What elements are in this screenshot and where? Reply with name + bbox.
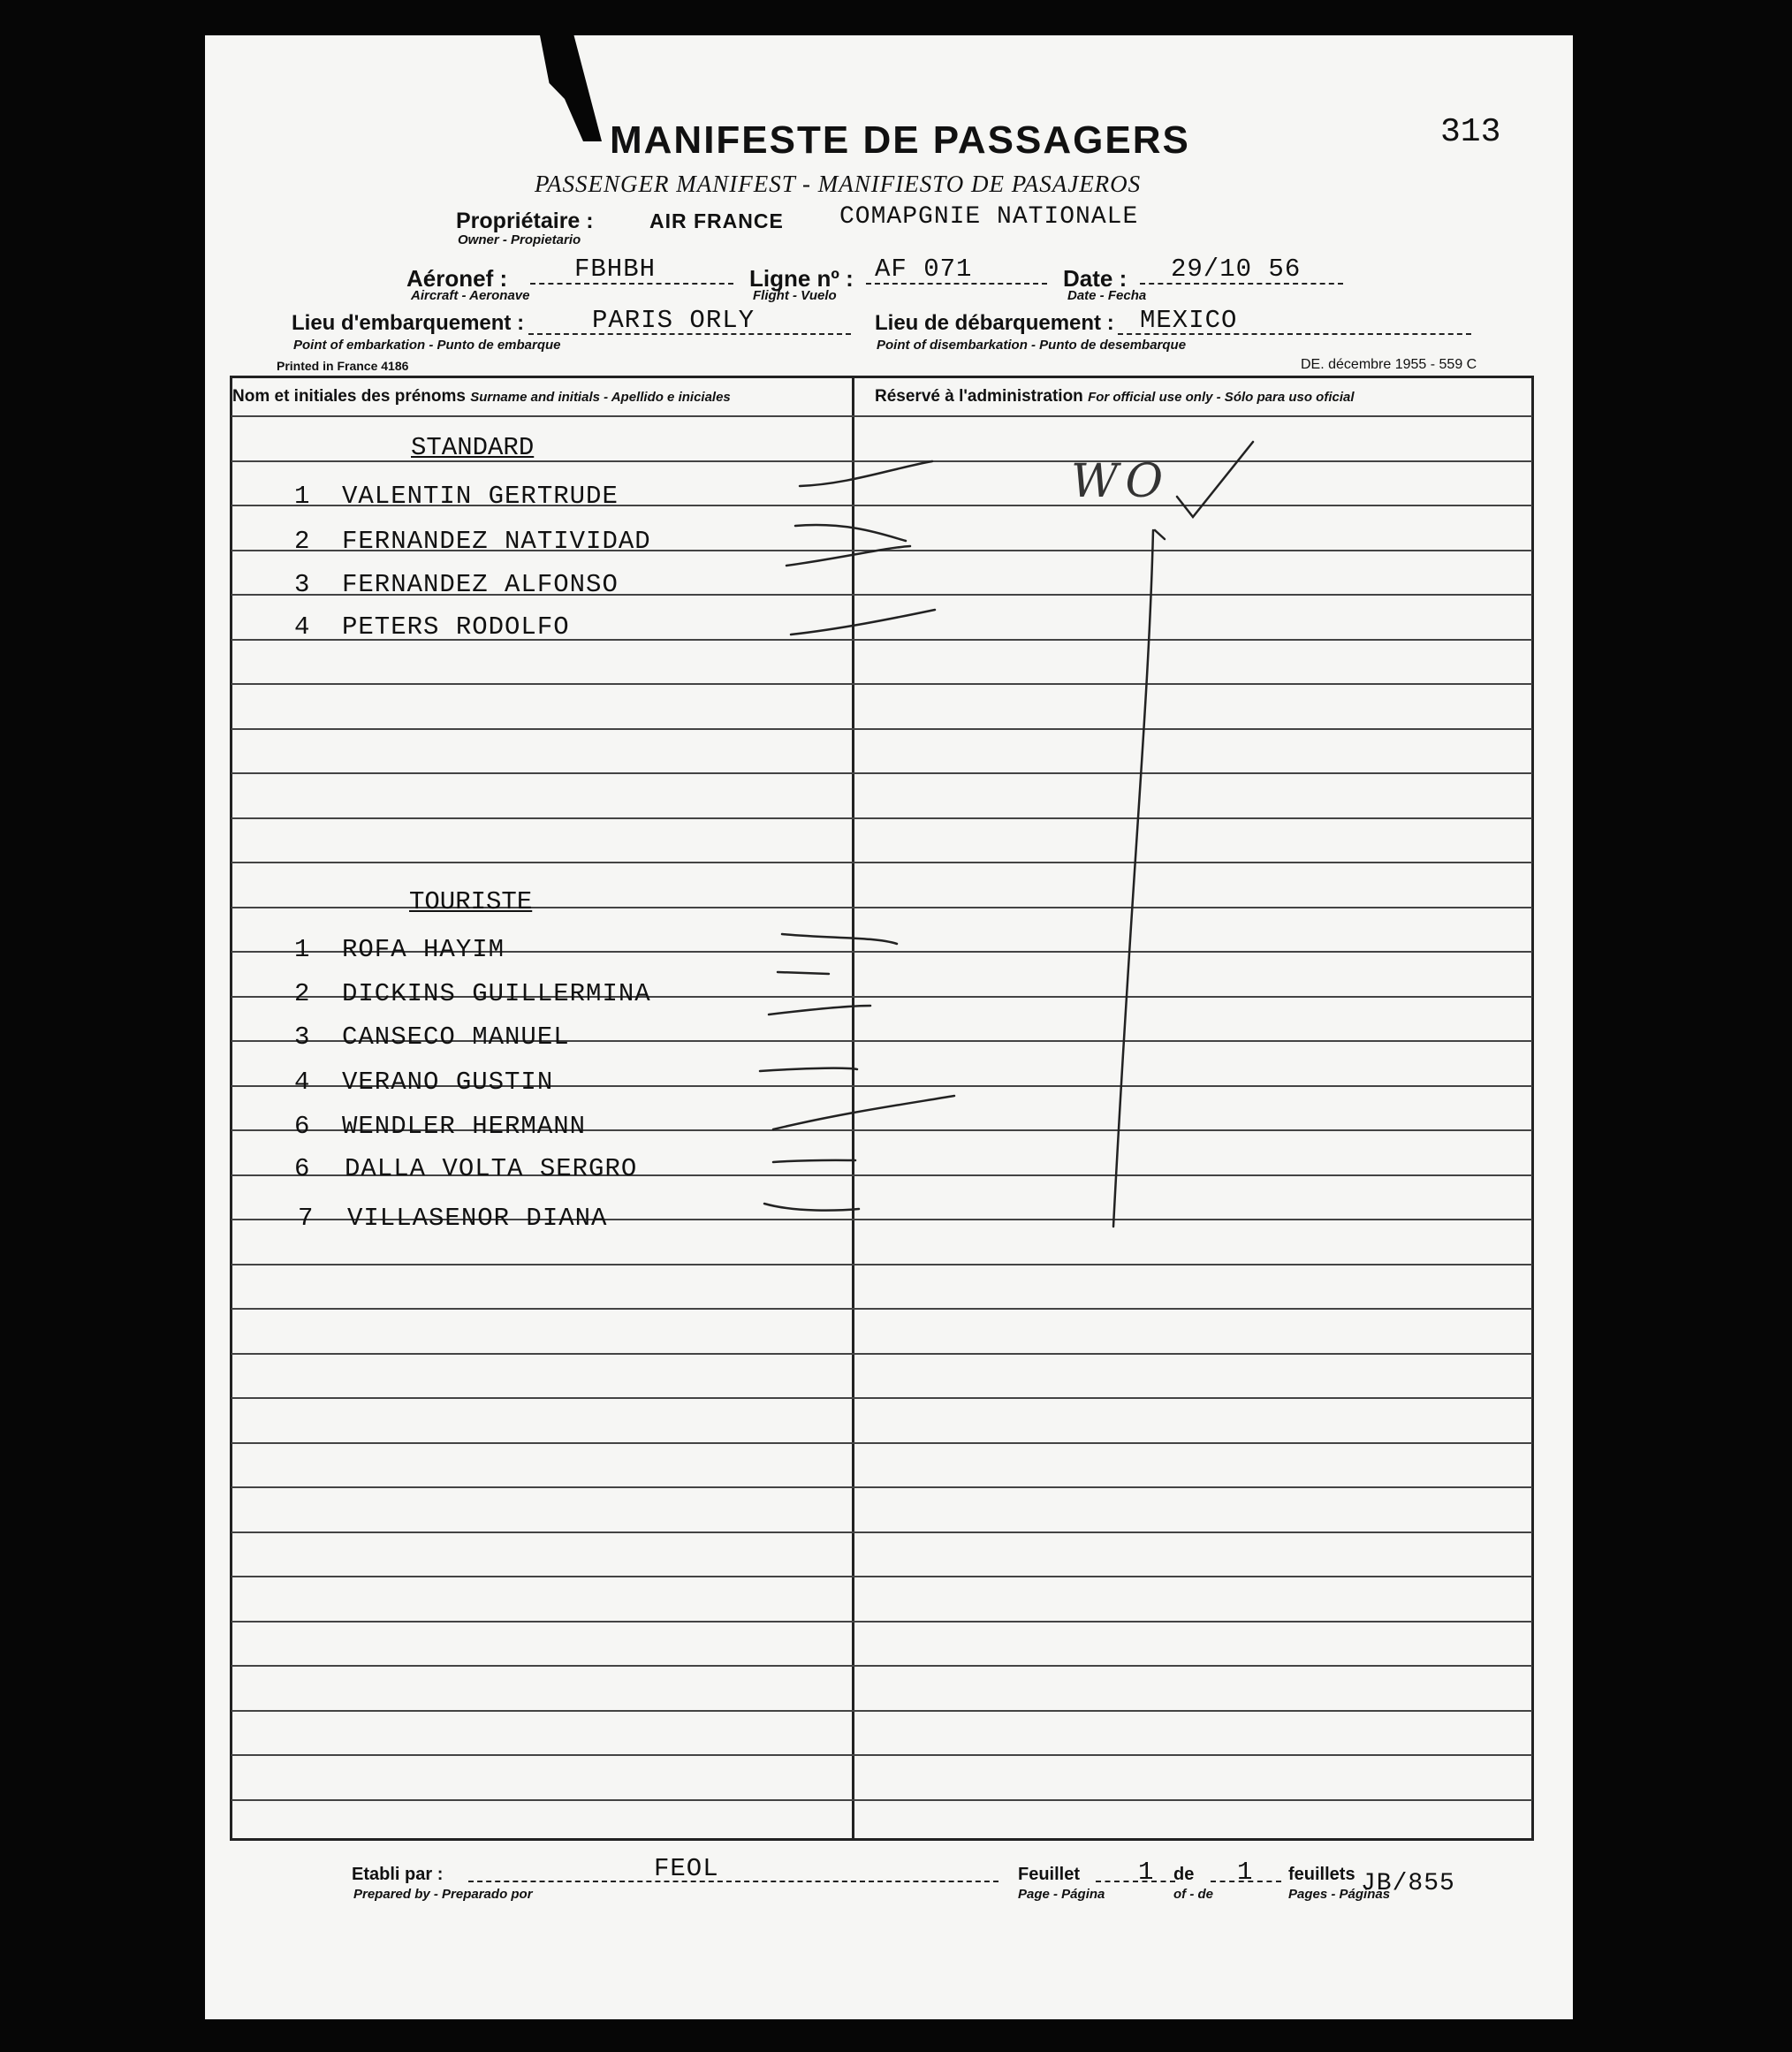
aircraft-label: Aéronef : bbox=[406, 265, 508, 292]
embark-sub: Point of embarkation - Punto de embarque bbox=[293, 338, 561, 353]
standard-name-3: FERNANDEZ ALFONSO bbox=[342, 570, 619, 599]
sheets-sub: Pages - Páginas bbox=[1288, 1887, 1391, 1902]
disembark-value: MEXICO bbox=[1140, 306, 1238, 335]
touriste-name-2: DICKINS GUILLERMINA bbox=[342, 979, 651, 1008]
flight-sub: Flight - Vuelo bbox=[753, 288, 837, 303]
embark-label: Lieu d'embarquement : bbox=[292, 311, 525, 335]
touriste-name-3: CANSECO MANUEL bbox=[342, 1022, 570, 1052]
owner-printed: AIR FRANCE bbox=[649, 209, 784, 232]
touriste-name-1: ROFA HAYIM bbox=[342, 935, 505, 964]
of-sub: of - de bbox=[1173, 1887, 1213, 1902]
flight-value: AF 071 bbox=[875, 255, 973, 284]
sheet-underline bbox=[1096, 1881, 1175, 1882]
date-sub: Date - Fecha bbox=[1067, 288, 1147, 303]
disembark-sub: Point of disembarkation - Punto de desembarque bbox=[877, 338, 1187, 353]
col2-header-fr: Réservé à l'administration bbox=[875, 387, 1083, 406]
date-label: Date : bbox=[1063, 265, 1128, 292]
owner-label: Propriétaire : bbox=[456, 209, 594, 233]
of-value: 1 bbox=[1237, 1858, 1254, 1887]
flight-label: Ligne nº : bbox=[749, 265, 854, 292]
prepared-value: FEOL bbox=[654, 1854, 719, 1883]
title-fr: MANIFESTE DE PASSAGERS bbox=[610, 118, 1190, 162]
owner-typed: COMAPGNIE NATIONALE bbox=[839, 203, 1139, 231]
prepared-underline bbox=[468, 1881, 999, 1882]
col1-header-fr: Nom et initiales des prénoms bbox=[232, 387, 466, 406]
prepared-label: Etabli par : bbox=[352, 1865, 444, 1884]
aircraft-value: FBHBH bbox=[574, 255, 657, 284]
section-standard: STANDARD bbox=[411, 433, 535, 462]
standard-num-4: 4 bbox=[294, 612, 310, 642]
touriste-num-6: 6 bbox=[294, 1154, 310, 1183]
title-subtitle: PASSENGER MANIFEST - MANIFIESTO DE PASAJEROS bbox=[535, 171, 1142, 197]
section-touriste: TOURISTE bbox=[409, 887, 533, 916]
col2-header-sub: For official use only - Sólo para uso oficial bbox=[1088, 390, 1355, 405]
prepared-sub: Prepared by - Preparado por bbox=[353, 1887, 533, 1902]
date-value: 29/10 56 bbox=[1171, 255, 1302, 284]
sheet-sub: Page - Página bbox=[1018, 1887, 1105, 1902]
col1-header-sub: Surname and initials - Apellido e iniciales bbox=[470, 390, 731, 405]
touriste-name-4: VERANO GUSTIN bbox=[342, 1068, 554, 1097]
official-annotation: WO bbox=[1071, 455, 1171, 508]
standard-num-3: 3 bbox=[294, 570, 310, 599]
owner-sub: Owner - Propietario bbox=[458, 232, 581, 247]
vertical-tick-line bbox=[1113, 530, 1153, 1227]
standard-num-2: 2 bbox=[294, 527, 310, 556]
reference-number: JB/855 bbox=[1361, 1870, 1455, 1897]
touriste-num-1: 1 bbox=[294, 935, 310, 964]
aircraft-sub: Aircraft - Aeronave bbox=[411, 288, 530, 303]
touriste-num-4: 4 bbox=[294, 1068, 310, 1097]
standard-name-1: VALENTIN GERTRUDE bbox=[342, 482, 619, 511]
embark-value: PARIS ORLY bbox=[592, 306, 756, 335]
printed-in: Printed in France 4186 bbox=[277, 359, 409, 373]
touriste-name-5: WENDLER HERMANN bbox=[342, 1112, 587, 1141]
sheet-label: Feuillet bbox=[1018, 1865, 1081, 1884]
touriste-name-6: DALLA VOLTA SERGRO bbox=[345, 1154, 638, 1183]
page-number: 313 bbox=[1440, 113, 1501, 151]
sheets-label: feuillets bbox=[1288, 1865, 1355, 1884]
touriste-num-5: 6 bbox=[294, 1112, 310, 1141]
touriste-num-3: 3 bbox=[294, 1022, 310, 1052]
touriste-num-7: 7 bbox=[298, 1204, 314, 1233]
standard-num-1: 1 bbox=[294, 482, 310, 511]
of-label: de bbox=[1173, 1865, 1195, 1884]
sheet-value: 1 bbox=[1138, 1858, 1155, 1887]
touriste-name-7: VILLASENOR DIANA bbox=[347, 1204, 608, 1233]
of-underline bbox=[1211, 1881, 1281, 1882]
disembark-label: Lieu de débarquement : bbox=[875, 311, 1114, 335]
standard-name-2: FERNANDEZ NATIVIDAD bbox=[342, 527, 651, 556]
touriste-num-2: 2 bbox=[294, 979, 310, 1008]
checkmark-icon bbox=[1177, 442, 1253, 517]
form-code: DE. décembre 1955 - 559 C bbox=[1301, 357, 1477, 372]
standard-name-4: PETERS RODOLFO bbox=[342, 612, 570, 642]
